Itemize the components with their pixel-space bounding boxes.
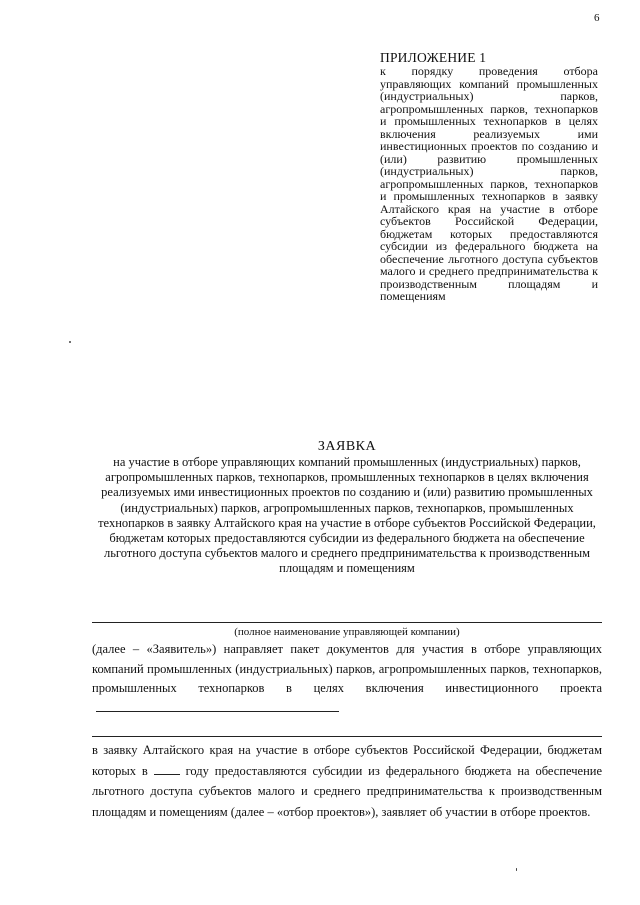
application-title: ЗАЯВКА [317, 439, 377, 454]
appendix-text: к порядку проведения отбора управляющих компаний промышленных (индустриальных) парков, агропромышленных парков, технопарков и промышленных технопарков в целях включения реализуемых ими инвестиционных проектов по созданию и (или) развитию промышленных (индустриальных) парков, агропромышленных парков, технопарков и промышленных технопарков в заявку Алтайского края на участие в отборе субъектов Российской Федерации, бюджетам которых предоставляются субсидии из федерального бюджета на обеспечение льготного доступа субъектов малого и среднего предпринимательства к производственным площадям и помещениям [380, 64, 598, 303]
participation-text-start: в заявку Алтайского края на участие в отборе субъектов Российской Федерации, бюджетам которых в [92, 743, 602, 778]
participation-paragraph [92, 740, 602, 822]
project-name-field[interactable] [96, 699, 339, 712]
applicant-paragraph-text: (далее – «Заявитель») направляет пакет документов для участия в отборе управляющих компаний промышленных (индустриальных) парков, агропромышленных парков, технопарков, промышленных технопарков в целях включения инвестиционного проекта [92, 642, 602, 695]
application-subtitle: на участие в отборе управляющих компаний промышленных (индустриальных) парков, агропромышленных парков, технопарков, промышленных технопарков в целях включения реализуемых ими инвестиционных проектов по созданию и (или) развитию промышленных (индустриальных) парков, агропромышленных парков, технопарков, промышленных технопарков в заявку Алтайского края на участие в отборе субъектов Российской Федерации, бюджетам которых предоставляются субсидии из федерального бюджета на обеспечение льготного доступа субъектов малого и среднего предпринимательства к производственным площадям и помещениям [98, 455, 596, 576]
year-field[interactable] [154, 762, 180, 775]
scan-speck [516, 868, 517, 871]
scan-speck [69, 341, 71, 343]
appendix-block [380, 50, 598, 303]
project-name-line[interactable] [92, 736, 602, 737]
page-number: 6 [594, 12, 600, 24]
application-header [92, 439, 602, 577]
appendix-heading: ПРИЛОЖЕНИЕ 1 [380, 50, 487, 65]
company-name-line[interactable] [92, 622, 602, 623]
applicant-paragraph [92, 640, 602, 718]
company-name-caption: (полное наименование управляющей компании) [234, 626, 460, 638]
participation-text-end: году предоставляются субсидии из федерального бюджета на обеспечение льготного доступа субъектов малого и среднего предпринимательства к производственным площадям и помещениям (далее – «отбор проектов»), заявляет об участии в отборе проектов. [92, 763, 603, 819]
